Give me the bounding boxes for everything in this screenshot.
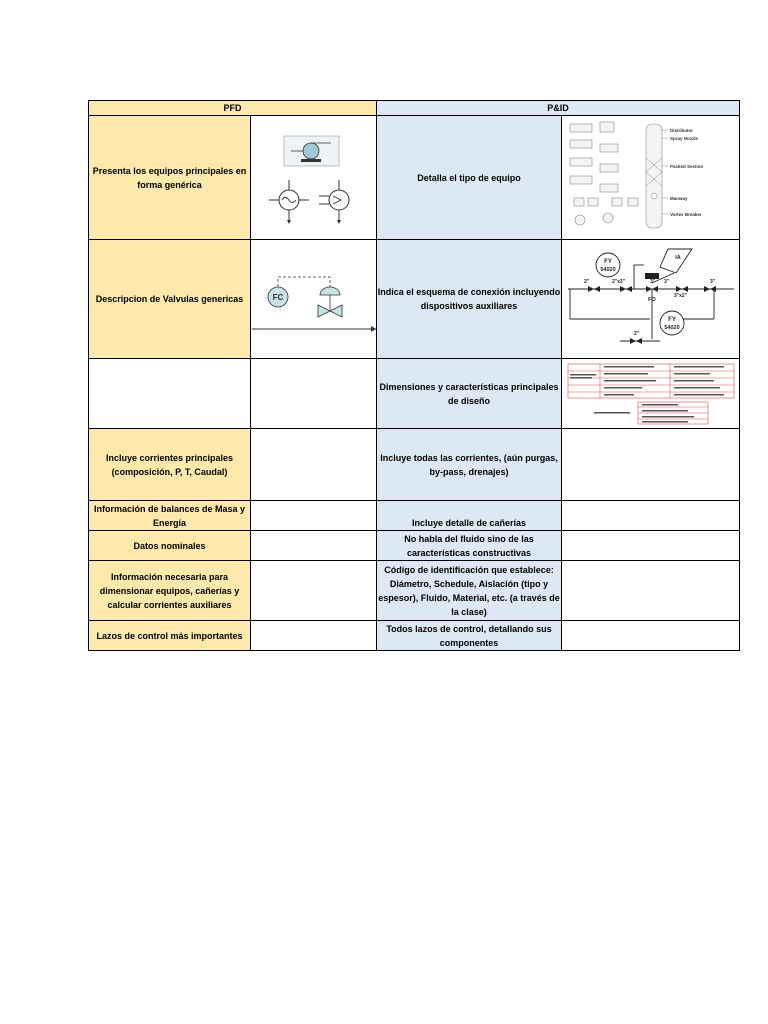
pipe-size-7: 2" bbox=[633, 331, 639, 337]
pid-label-packed-section: Packed Section bbox=[669, 163, 703, 169]
pipe-size-6: 3" bbox=[709, 279, 715, 285]
pid-cell-identification-code: Código de identificación que establece: Diámetro, Schedule, Aislación (tipo y espesor), Fluido, Material, etc. (a través de la clase) bbox=[377, 561, 562, 621]
pipe-size-1: 2" bbox=[583, 279, 589, 285]
pid-label-vortex-breaker: Vortex Breaker bbox=[669, 211, 702, 217]
pid-cell-piping: Incluye detalle de cañerías bbox=[377, 501, 562, 531]
pfd-cell-equipment: Presenta los equipos principales en forma genérica bbox=[89, 116, 251, 240]
pid-label-distributor: Distributor bbox=[669, 127, 693, 133]
pfd-cell-control-loops: Lazos de control más importantes bbox=[89, 621, 251, 651]
pid-cell-empty-piping bbox=[562, 501, 740, 531]
fy-tag-2: 54020 bbox=[663, 325, 680, 331]
pfd-cell-empty-streams bbox=[251, 429, 377, 501]
pipe-size-5: 3"x2" bbox=[673, 293, 687, 299]
pfd-equipment-symbols-image bbox=[251, 116, 377, 240]
pfd-cell-sizing: Información necesaria para dimensionar equipos, cañerías y calcular corrientes auxiliares bbox=[89, 561, 251, 621]
pfd-cell-empty-sizing bbox=[251, 561, 377, 621]
pid-cell-empty-streams bbox=[562, 429, 740, 501]
pid-label-manway: Manway bbox=[669, 195, 688, 201]
fo-label: FO bbox=[647, 297, 656, 303]
fy-label-1: FY bbox=[603, 259, 612, 265]
pid-equipment-detail-image bbox=[562, 116, 740, 240]
pid-cell-streams: Incluye todas las corrientes, (aún purgas, by-pass, drenajes) bbox=[377, 429, 562, 501]
pid-cell-empty-control bbox=[562, 621, 740, 651]
header-pid: P&ID bbox=[377, 101, 740, 116]
fy-label-2: FY bbox=[667, 317, 676, 323]
pipe-size-3: 3" bbox=[649, 279, 655, 285]
pfd-cell-streams: Incluye corrientes principales (composición, P, T, Caudal) bbox=[89, 429, 251, 501]
header-pfd: PFD bbox=[89, 101, 377, 116]
pfd-valve-symbol-image bbox=[251, 240, 377, 359]
pfd-cell-empty-nominal bbox=[251, 531, 377, 561]
pfd-cell-empty-control bbox=[251, 621, 377, 651]
pid-cell-construction: No habla del fluido sino de las características constructivas bbox=[377, 531, 562, 561]
pfd-pid-comparison-table bbox=[88, 100, 740, 651]
pid-cell-equipment: Detalla el tipo de equipo bbox=[377, 116, 562, 240]
pfd-cell-empty-balances bbox=[251, 501, 377, 531]
pfd-cell-empty-image bbox=[251, 359, 377, 429]
pid-cell-dimensions: Dimensiones y características principales de diseño bbox=[377, 359, 562, 429]
pid-cell-empty-construction bbox=[562, 531, 740, 561]
pipe-size-2: 2"x3" bbox=[611, 279, 625, 285]
pipe-size-4: 3" bbox=[663, 279, 669, 285]
pid-cell-control-loops: Todos lazos de control, detallando sus componentes bbox=[377, 621, 562, 651]
pid-connection-scheme-image bbox=[562, 240, 740, 359]
pfd-cell-empty-dimensions bbox=[89, 359, 251, 429]
pfd-cell-nominal: Datos nominales bbox=[89, 531, 251, 561]
ia-label: IA bbox=[674, 255, 681, 261]
pfd-cell-valves: Descripcion de Valvulas genericas bbox=[89, 240, 251, 359]
pid-cell-connection: Indica el esquema de conexión incluyendo dispositivos auxiliares bbox=[377, 240, 562, 359]
pid-dimensions-table-image bbox=[562, 359, 740, 429]
fy-tag-1: 54020 bbox=[599, 267, 616, 273]
pid-label-spray-nozzle: Spray Nozzle bbox=[669, 135, 698, 141]
fc-label: FC bbox=[272, 293, 283, 302]
pfd-cell-balances: Información de balances de Masa y Energía bbox=[89, 501, 251, 531]
pid-cell-empty-identification bbox=[562, 561, 740, 621]
